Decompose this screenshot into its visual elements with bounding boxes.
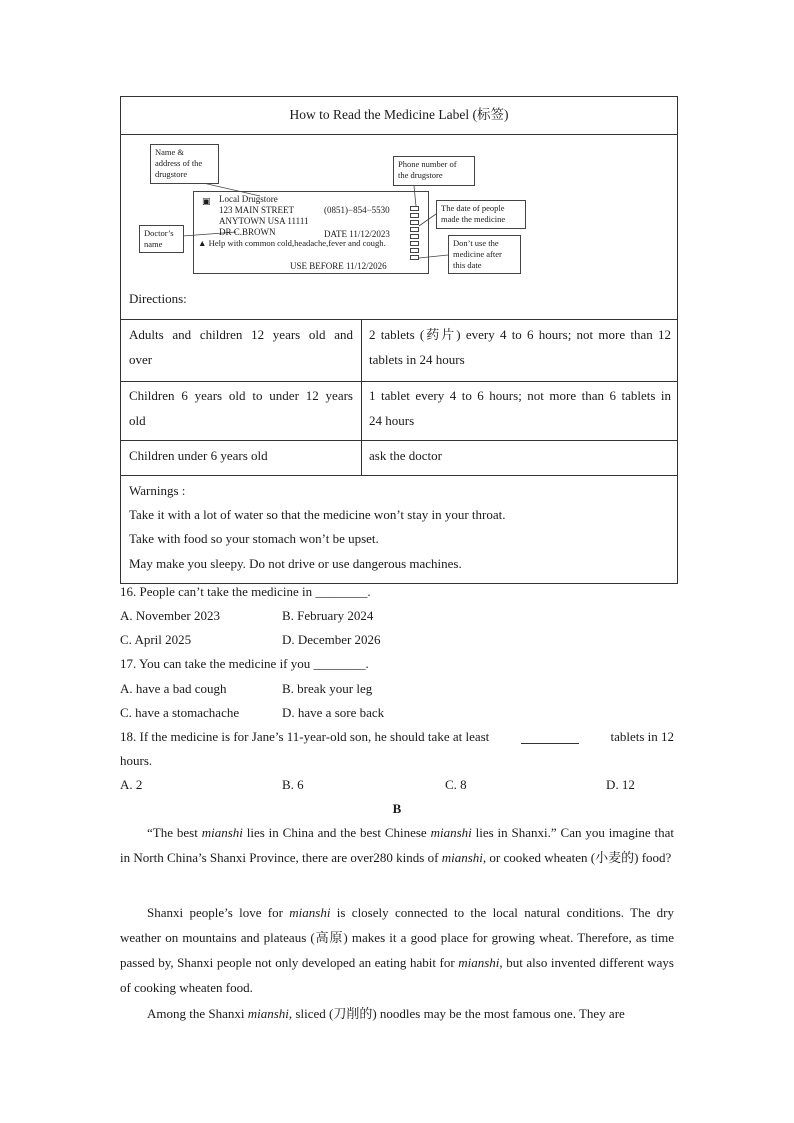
divider: [121, 381, 677, 382]
callout-text: Don’t use the: [453, 238, 499, 248]
option-18c: C. 8: [445, 777, 467, 792]
tablet-strip: [410, 206, 419, 262]
question-text: tablets in 12: [610, 729, 674, 744]
label-date: DATE 11/12/2023: [324, 229, 390, 239]
text-run: “The best: [147, 825, 202, 840]
text-run: mianshi: [289, 905, 331, 920]
callout-text: Doctor’s: [144, 228, 174, 238]
paragraph-3: [120, 1001, 674, 1026]
callout-text: address of the: [155, 158, 203, 168]
cell-line: over: [129, 352, 153, 367]
text-run: Shanxi people’s love for: [147, 905, 290, 920]
warning-item: Take with food so your stomach won’t be upset.: [129, 531, 379, 546]
callout-text: name: [144, 239, 163, 249]
text-run: , or cooked wheaten (小麦的) food?: [482, 850, 672, 865]
callout-text: the drugstore: [398, 170, 443, 180]
callout-text: made the medicine: [441, 214, 506, 224]
option-16d: D. December 2026: [282, 632, 381, 647]
option-18d: D. 12: [606, 777, 635, 792]
row-under-6-who: Children under 6 years old: [129, 448, 268, 463]
label-use-before: USE BEFORE 11/12/2026: [290, 261, 387, 271]
question-18-cont: hours.: [120, 753, 153, 768]
text-run: mianshi: [458, 955, 500, 970]
section-heading: B: [392, 801, 402, 816]
cell-line: Adults and children 12 years old and: [129, 327, 353, 342]
divider: [121, 440, 677, 441]
text-run: , but also invented different ways of cooking wheaten food.: [120, 955, 674, 995]
question-16: 16. People can’t take the medicine in ________.: [120, 584, 371, 599]
cell-line: tablets in 24 hours: [369, 352, 465, 367]
option-16b: B. February 2024: [282, 608, 374, 623]
warnings-label: Warnings :: [129, 483, 186, 498]
callout-text: drugstore: [155, 169, 188, 179]
table-title: How to Read the Medicine Label (标签): [289, 107, 509, 122]
callout-dont-use: [448, 235, 521, 274]
text-run: , sliced (刀削的) noodles may be the most famous one. They are: [288, 1006, 625, 1021]
text-run: lies in China and the best Chinese: [242, 825, 431, 840]
text-run: is closely connected to the local natural conditions. The dry weather on mountains and plateaus (高原) makes it a good place for growing wheat. Therefore, as time passed by, Shanxi people not only developed an eating habit for: [120, 905, 674, 970]
question-18: [120, 727, 674, 747]
callout-text: this date: [453, 260, 482, 270]
cell-line: old: [129, 413, 146, 428]
cell-line: 24 hours: [369, 413, 415, 428]
text-run: Among the Shanxi: [147, 1006, 248, 1021]
row-children-6-12-who: [129, 383, 353, 433]
cell-line: 2 tablets (药片) every 4 to 6 hours; not more than 12: [369, 327, 671, 342]
pill-bottle-icon: ▣: [202, 196, 211, 206]
option-17b: B. break your leg: [282, 681, 373, 696]
option-17c: C. have a stomachache: [120, 705, 240, 720]
column-divider: [361, 319, 362, 475]
text-run: mianshi: [441, 850, 483, 865]
callout-date-made: [436, 200, 526, 229]
warning-item: Take it with a lot of water so that the medicine won’t stay in your throat.: [129, 507, 506, 522]
paragraph-1: [120, 820, 674, 870]
callout-text: medicine after: [453, 249, 502, 259]
callout-text: Name &: [155, 147, 185, 157]
text-run: mianshi: [247, 1006, 289, 1021]
cell-line: Children 6 years old to under 12 years: [129, 388, 353, 403]
question-17: 17. You can take the medicine if you ________.: [120, 656, 369, 671]
callout-text: Phone number of: [398, 159, 457, 169]
divider: [121, 475, 677, 476]
callout-name-address: [150, 144, 219, 184]
row-children-6-12-dose: [369, 383, 671, 433]
text-run: mianshi: [201, 825, 243, 840]
divider: [121, 319, 677, 320]
label-street: 123 MAIN STREET: [219, 205, 294, 215]
row-under-6-dose: ask the doctor: [369, 448, 442, 463]
answer-blank: [521, 731, 579, 744]
callout-phone: [393, 156, 475, 186]
row-adults-who: [129, 322, 353, 372]
medicine-label: [193, 191, 429, 274]
warning-item: May make you sleepy. Do not drive or use dangerous machines.: [129, 556, 462, 571]
option-17d: D. have a sore back: [282, 705, 385, 720]
option-18a: A. 2: [120, 777, 143, 792]
callout-doctor: [139, 225, 184, 253]
cell-line: 1 tablet every 4 to 6 hours; not more than 6 tablets in: [369, 388, 671, 403]
label-city: ANYTOWN USA 11111: [219, 216, 309, 226]
option-17a: A. have a bad cough: [120, 681, 227, 696]
label-phone: (0851)−854−5530: [324, 205, 390, 215]
directions-label: Directions:: [129, 291, 187, 306]
paragraph-2: [120, 900, 674, 1000]
option-16a: A. November 2023: [120, 608, 221, 623]
question-text: 18. If the medicine is for Jane’s 11-year-old son, he should take at least: [120, 729, 490, 744]
text-run: mianshi: [430, 825, 472, 840]
label-doctor: DR C.BROWN: [219, 227, 276, 237]
text-run: lies in Shanxi.” Can you imagine that in North China’s Shanxi Province, there are over280 kinds of: [120, 825, 675, 865]
row-adults-dose: [369, 322, 671, 372]
label-store: Local Drugstore: [219, 194, 278, 204]
option-16c: C. April 2025: [120, 632, 192, 647]
option-18b: B. 6: [282, 777, 304, 792]
callout-text: The date of people: [441, 203, 505, 213]
label-use: ▲ Help with common cold,headache,fever and cough.: [198, 238, 386, 248]
